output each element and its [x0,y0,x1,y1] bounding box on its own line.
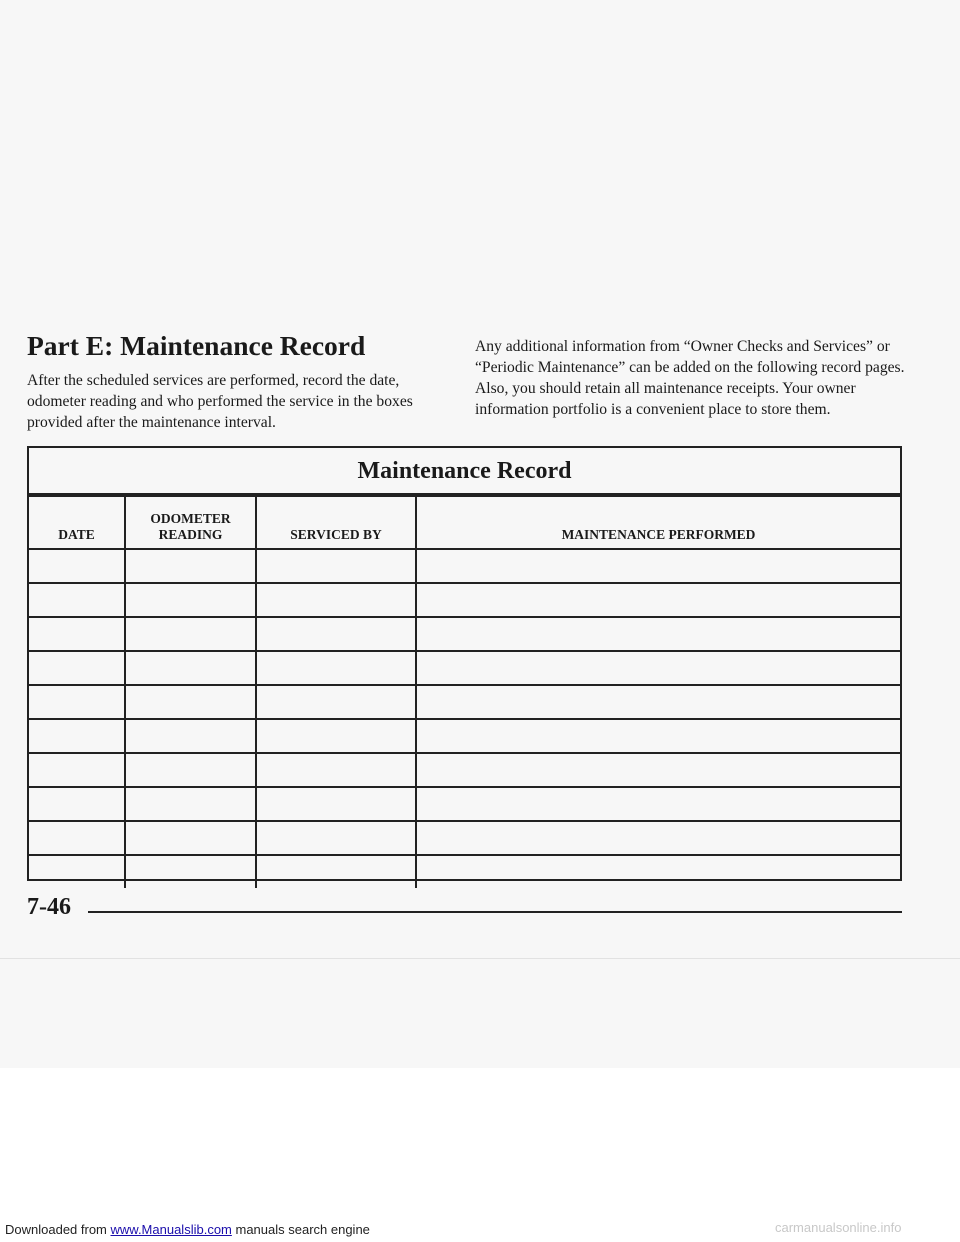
record-cell-maintenance [416,753,900,787]
record-cell-maintenance [416,855,900,888]
record-row [29,719,900,753]
record-cell-date [29,651,125,685]
record-table-title: Maintenance Record [29,448,900,495]
record-cell-date [29,549,125,583]
record-row [29,549,900,583]
record-cell-odometer [125,719,256,753]
section-heading: Part E: Maintenance Record [27,330,366,361]
footer-rule [88,911,902,913]
manualslib-link[interactable]: www.Manualslib.com [110,1222,232,1237]
record-row [29,651,900,685]
record-cell-maintenance [416,651,900,685]
record-cell-maintenance [416,787,900,821]
record-row [29,617,900,651]
record-grid [29,495,900,888]
record-cell-date [29,719,125,753]
column-header-maintenance-performed: MAINTENANCE PERFORMED [416,496,900,549]
header-row [29,496,900,549]
record-cell-serviced-by [256,753,416,787]
record-cell-odometer [125,753,256,787]
record-row [29,685,900,719]
record-cell-maintenance [416,685,900,719]
record-cell-serviced-by [256,617,416,651]
column-header-odometer [125,496,256,549]
record-cell-odometer [125,821,256,855]
record-cell-date [29,617,125,651]
record-cell-odometer [125,617,256,651]
intro-paragraph-left: After the scheduled services are performed, record the date, odometer reading and who performed the service in the boxes provided after the maintenance interval. [27,372,413,431]
record-cell-odometer [125,787,256,821]
record-cell-date [29,583,125,617]
record-row [29,855,900,888]
maintenance-record-table [27,446,902,881]
record-row [29,787,900,821]
odometer-header-line1: ODOMETER [150,511,231,526]
record-cell-maintenance [416,719,900,753]
record-rows [29,549,900,888]
record-cell-serviced-by [256,583,416,617]
record-cell-maintenance [416,821,900,855]
record-row [29,753,900,787]
site-watermark: carmanualsonline.info [775,1220,902,1235]
record-row [29,583,900,617]
record-cell-odometer [125,685,256,719]
record-cell-serviced-by [256,685,416,719]
record-row [29,821,900,855]
record-cell-date [29,787,125,821]
odometer-header-line2: READING [158,527,223,542]
download-credit [5,1222,370,1237]
record-cell-maintenance [416,617,900,651]
download-prefix: Downloaded from [5,1222,111,1237]
record-cell-odometer [125,855,256,888]
record-cell-odometer [125,549,256,583]
record-cell-serviced-by [256,855,416,888]
column-header-serviced-by: SERVICED BY [256,496,416,549]
page-number: 7-46 [27,894,71,920]
download-suffix: manuals search engine [231,1222,370,1237]
record-cell-odometer [125,651,256,685]
column-header-date: DATE [29,496,125,549]
record-cell-serviced-by [256,719,416,753]
page-edge-divider [0,958,960,959]
record-cell-date [29,855,125,888]
record-cell-maintenance [416,549,900,583]
record-cell-date [29,753,125,787]
record-cell-odometer [125,583,256,617]
record-cell-maintenance [416,583,900,617]
record-cell-serviced-by [256,787,416,821]
intro-paragraph-right: Any additional information from “Owner Checks and Services” or “Periodic Maintenance” can be added on the following record pages. Also, you should retain all maintenance receipts. Your owner information portfolio is a convenient place to store them. [475,338,905,418]
record-cell-date [29,821,125,855]
record-cell-serviced-by [256,821,416,855]
record-cell-serviced-by [256,651,416,685]
record-cell-date [29,685,125,719]
record-cell-serviced-by [256,549,416,583]
